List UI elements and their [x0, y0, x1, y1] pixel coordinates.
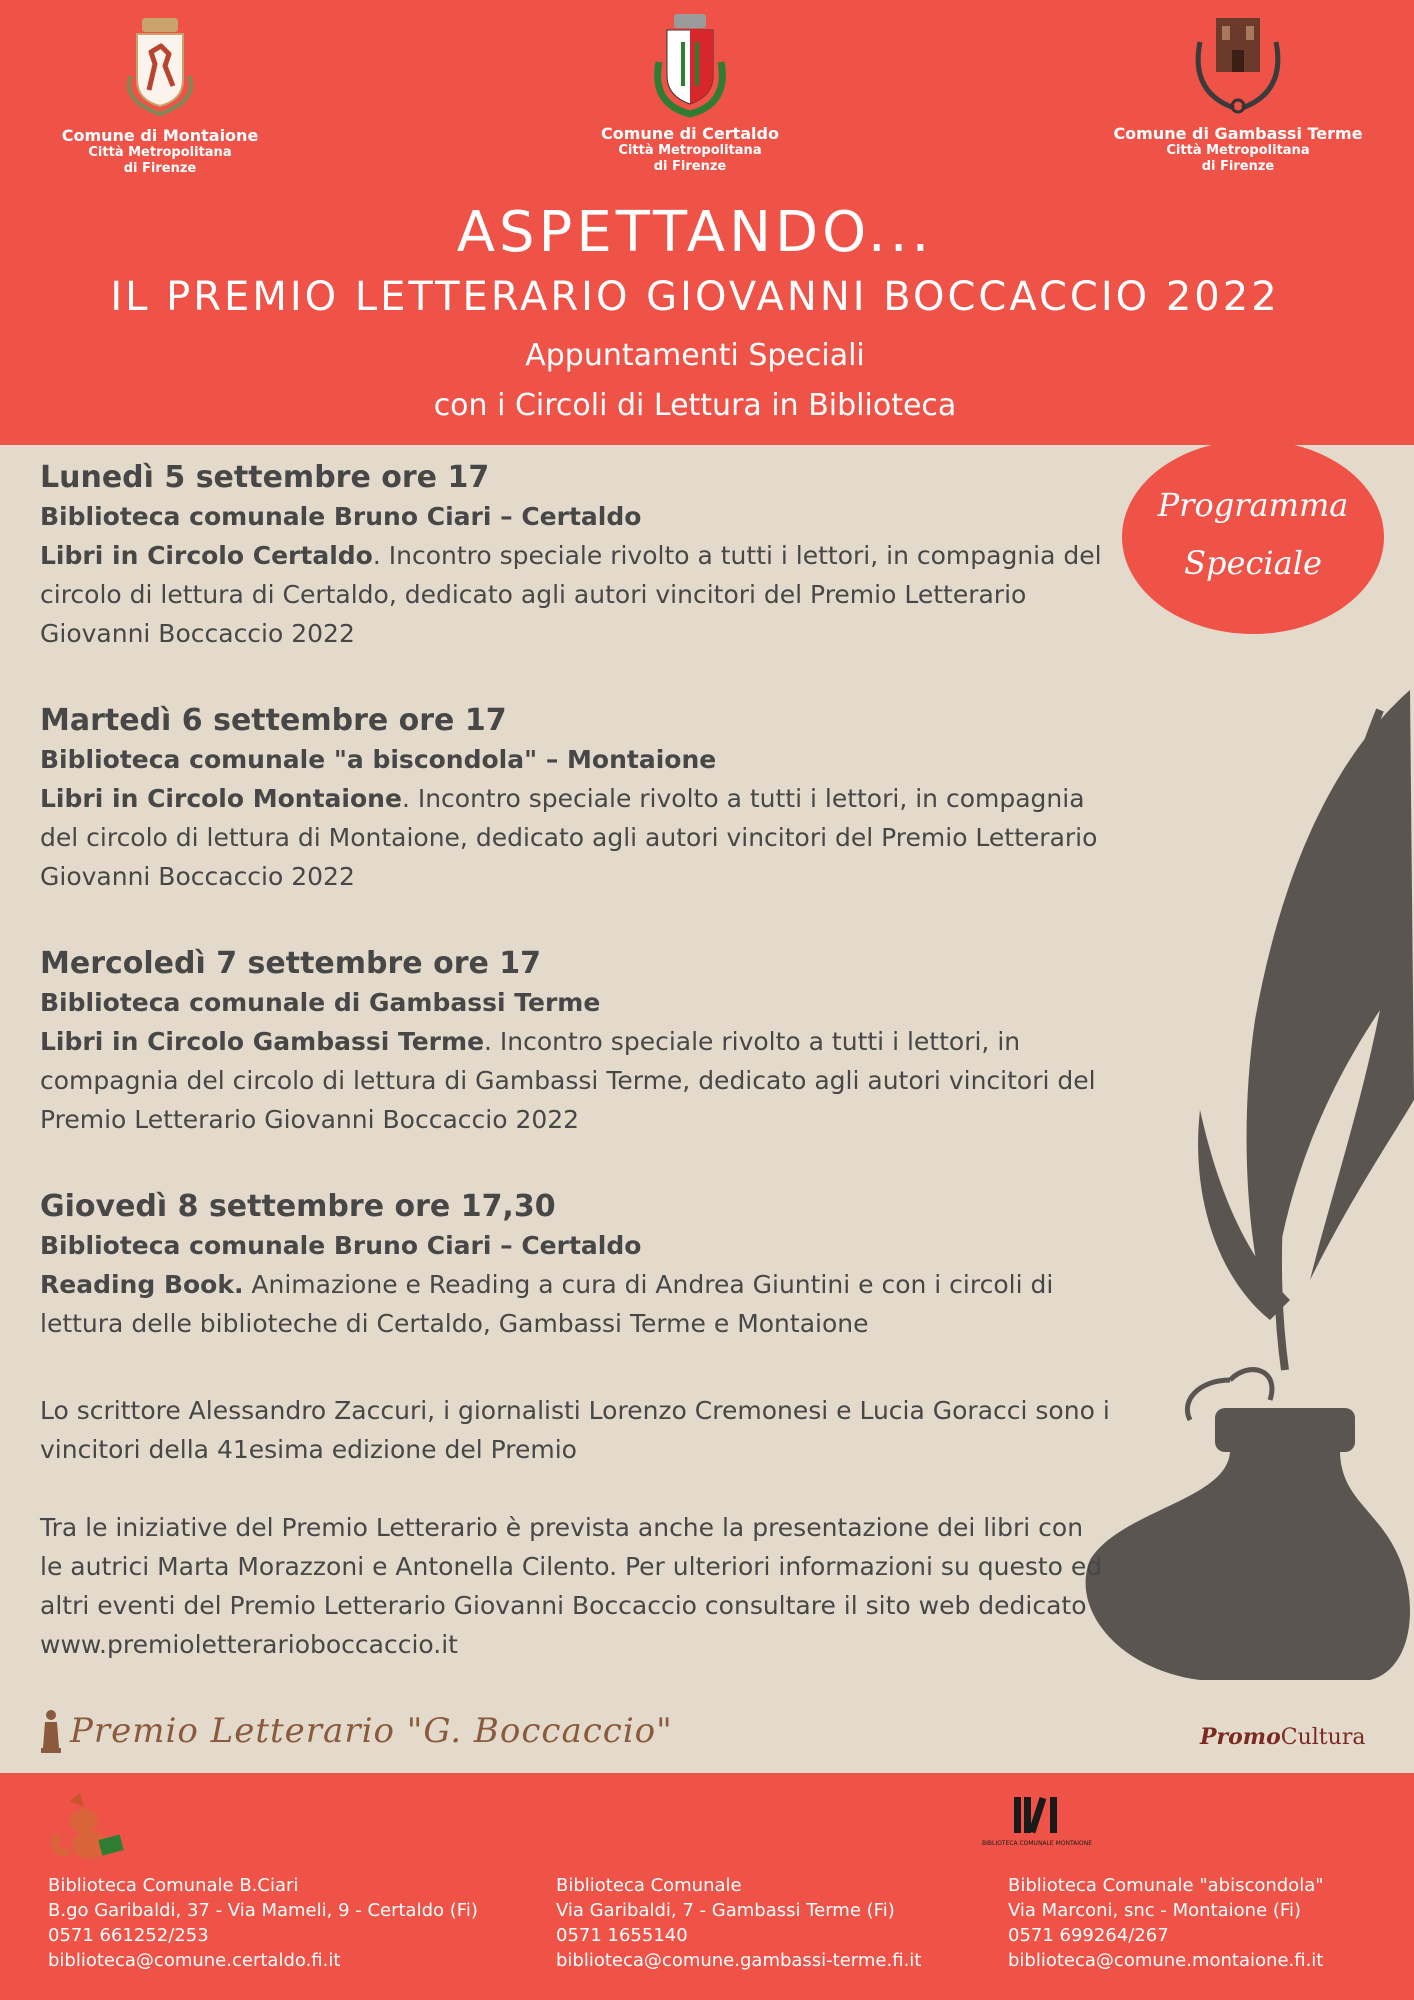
event-text: Animazione e Reading a cura di Andrea Giuntini e con i circoli di lettura delle biblioteche di Certaldo, Gambassi Terme e Montaione [40, 1270, 1054, 1338]
programma-speciale-badge [1122, 440, 1384, 634]
municipality-gambassi [1108, 12, 1368, 174]
event-title: Libri in Circolo Gambassi Terme [40, 1027, 485, 1056]
library-email: biblioteca@comune.montaione.fi.it [1008, 1950, 1324, 1971]
header-band [0, 0, 1414, 445]
footer-library-gambassi [556, 1873, 921, 1973]
montaione-crest-icon [115, 14, 205, 120]
boccaccio-statue-icon [40, 1708, 62, 1754]
event-item [40, 701, 1110, 896]
event-description [40, 1265, 1110, 1343]
library-logo-text: BIBLIOTECA COMUNALE MONTAIONE [981, 1840, 1093, 1847]
event-description [40, 1022, 1110, 1139]
gambassi-crest-icon [1188, 12, 1288, 118]
event-text: . Incontro speciale rivolto a tutti i lettori, in compagnia del circolo di lettura di Gambassi Terme, dedicato agli autori vincitori del Premio Letterario Giovanni Boccaccio 2022 [40, 1027, 1096, 1134]
library-email: biblioteca@comune.certaldo.fi.it [48, 1950, 341, 1971]
library-address: B.go Garibaldi, 37 - Via Mameli, 9 - Certaldo (Fi) [48, 1900, 478, 1921]
certaldo-crest-icon [645, 12, 735, 118]
premio-logo-text: Premio Letterario "G. Boccaccio" [70, 1711, 673, 1751]
event-venue: Biblioteca comunale "a biscondola" – Montaione [40, 745, 717, 774]
event-item [40, 458, 1110, 653]
municipality-name: Comune di Certaldo [601, 124, 779, 143]
promo-logo-text-b: Cultura [1280, 1725, 1366, 1750]
municipality-province: di Firenze [653, 158, 727, 174]
event-title: Reading Book. [40, 1270, 244, 1299]
library-name: Biblioteca Comunale "abiscondola" [1008, 1875, 1324, 1896]
event-description [40, 536, 1110, 653]
library-phone: 0571 661252/253 [48, 1925, 209, 1946]
municipality-metro: Città Metropolitana [88, 145, 232, 161]
poster-title: ASPETTANDO... [456, 200, 934, 265]
quill-inkwell-icon [1080, 680, 1414, 1720]
event-description [40, 779, 1110, 896]
event-title: Libri in Circolo Montaione [40, 784, 402, 813]
footer-band [0, 1773, 1414, 2000]
event-venue: Biblioteca comunale Bruno Ciari – Certaldo [40, 502, 642, 531]
premio-boccaccio-logo [40, 1705, 673, 1757]
event-date: Lunedì 5 settembre ore 17 [40, 460, 490, 495]
event-text: . Incontro speciale rivolto a tutti i lettori, in compagnia del circolo di lettura di Certaldo, dedicato agli autori vincitori del Premio Letterario Giovanni Boccaccio 2022 [40, 541, 1102, 648]
footer-library-certaldo [48, 1873, 478, 1973]
municipality-montaione [50, 14, 270, 176]
footer-library-montaione [1008, 1873, 1324, 1973]
promo-logo-text-a: Promo [1200, 1724, 1281, 1750]
winners-paragraph: Lo scrittore Alessandro Zaccuri, i giornalisti Lorenzo Cremonesi e Lucia Goracci sono i vincitori della 41esima edizione del Premio [40, 1396, 1110, 1464]
badge-line-1: Programma [1157, 486, 1349, 524]
municipality-province: di Firenze [123, 160, 197, 176]
library-name: Biblioteca Comunale [556, 1875, 742, 1896]
info-paragraph: Tra le iniziative del Premio Letterario è prevista anche la presentazione dei libri con le autrici Marta Morazzoni e Antonella Cilento. Per ulteriori informazioni su questo ed altri eventi del Premio Letterario Giovanni Boccaccio consultare il sito web dedicato www.premioletterarioboccaccio.it [40, 1513, 1103, 1659]
municipality-province: di Firenze [1201, 158, 1275, 174]
library-phone: 0571 1655140 [556, 1925, 688, 1946]
event-title: Libri in Circolo Certaldo [40, 541, 373, 570]
tagline-line-2: con i Circoli di Lettura in Biblioteca [433, 388, 957, 423]
event-text: . Incontro speciale rivolto a tutti i lettori, in compagnia del circolo di lettura di Montaione, dedicato agli autori vincitori del Premio Letterario Giovanni Boccaccio 2022 [40, 784, 1098, 891]
municipality-metro: Città Metropolitana [1166, 143, 1310, 159]
library-email: biblioteca@comune.gambassi-terme.fi.it [556, 1950, 922, 1971]
library-name: Biblioteca Comunale B.Ciari [48, 1875, 299, 1896]
municipality-certaldo [580, 12, 800, 174]
event-date: Giovedì 8 settembre ore 17,30 [40, 1189, 556, 1224]
event-venue: Biblioteca comunale Bruno Ciari – Certaldo [40, 1231, 642, 1260]
promocultura-logo [1200, 1724, 1365, 1750]
badge-line-2: Speciale [1184, 544, 1322, 582]
fox-reading-icon [50, 1791, 130, 1867]
library-address: Via Garibaldi, 7 - Gambassi Terme (Fi) [556, 1900, 895, 1921]
tagline-line-1: Appuntamenti Speciali [525, 338, 865, 373]
municipality-name: Comune di Gambassi Terme [1113, 124, 1363, 143]
event-date: Mercoledì 7 settembre ore 17 [40, 946, 542, 981]
municipality-metro: Città Metropolitana [618, 143, 762, 159]
library-address: Via Marconi, snc - Montaione (Fi) [1008, 1900, 1301, 1921]
event-item [40, 1187, 1110, 1343]
event-item [40, 944, 1110, 1139]
municipality-name: Comune di Montaione [61, 126, 259, 145]
event-date: Martedì 6 settembre ore 17 [40, 703, 507, 738]
library-logo-icon [981, 1793, 1093, 1867]
library-phone: 0571 699264/267 [1008, 1925, 1169, 1946]
event-list [40, 458, 1110, 1703]
event-venue: Biblioteca comunale di Gambassi Terme [40, 988, 601, 1017]
poster-subtitle: IL PREMIO LETTERARIO GIOVANNI BOCCACCIO 2022 [110, 274, 1280, 320]
